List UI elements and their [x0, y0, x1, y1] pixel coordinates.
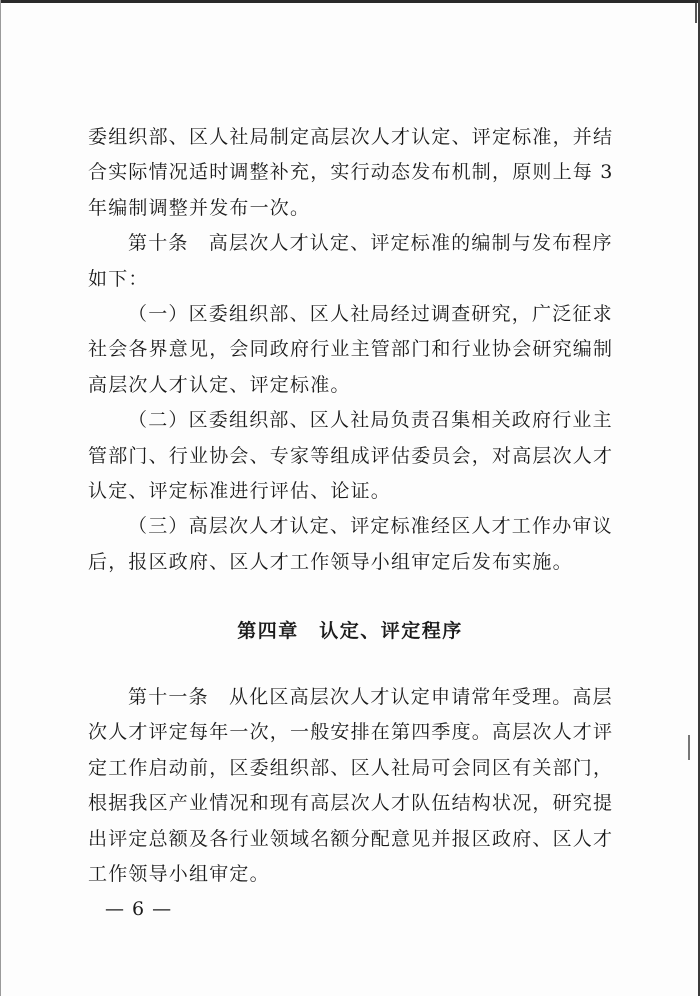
text-line: 后，报区政府、区人才工作领导小组审定后发布实施。 — [88, 550, 573, 573]
text-line: 出评定总额及各行业领域名额分配意见并报区政府、区人才 — [88, 827, 614, 850]
scan-mark — [688, 735, 690, 760]
text-line: 委组织部、区人社局制定高层次人才认定、评定标准，并结 — [88, 126, 614, 148]
text-line: 合实际情况适时调整补充，实行动态发布机制，原则上每 3 — [88, 161, 614, 184]
page-number: — 6 — — [105, 898, 173, 920]
text-line: （二）区委组织部、区人社局负责召集相关政府行业主 — [128, 409, 613, 432]
text-line: （一）区委组织部、区人社局经过调查研究，广泛征求 — [128, 302, 613, 325]
scan-border-left — [0, 0, 1, 996]
body-text-bottom — [88, 680, 616, 892]
body-text-top — [88, 120, 616, 580]
text-line: 次人才评定每年一次，一般安排在第四季度。高层次人才评 — [88, 721, 614, 744]
text-line: 社会各界意见，会同政府行业主管部门和行业协会研究编制 — [88, 338, 614, 361]
text-line: 根据我区产业情况和现有高层次人才队伍结构状况，研究提 — [88, 792, 614, 815]
text-line: 高层次人才认定、评定标准。 — [88, 373, 351, 396]
scan-mark — [695, 3, 697, 23]
chapter-title: 第四章 认定、评定程序 — [237, 620, 463, 642]
article-10-heading-line: 第十条 高层次人才认定、评定标准的编制与发布程序 — [128, 232, 613, 255]
text-line: 年编制调整并发布一次。 — [88, 196, 311, 219]
text-line: 管部门、行业协会、专家等组成评估委员会，对高层次人才 — [88, 444, 614, 467]
scan-border-top — [0, 0, 700, 3]
text-line: 认定、评定标准进行评估、论证。 — [88, 479, 392, 502]
text-line: （三）高层次人才认定、评定标准经区人才工作办审议 — [128, 515, 613, 538]
text-line: 定工作启动前，区委组织部、区人社局可会同区有关部门， — [88, 756, 614, 779]
text-line: 如下： — [88, 267, 149, 290]
article-11-heading-line: 第十一条 从化区高层次人才认定申请常年受理。高层 — [128, 686, 613, 708]
text-line: 工作领导小组审定。 — [88, 862, 270, 885]
